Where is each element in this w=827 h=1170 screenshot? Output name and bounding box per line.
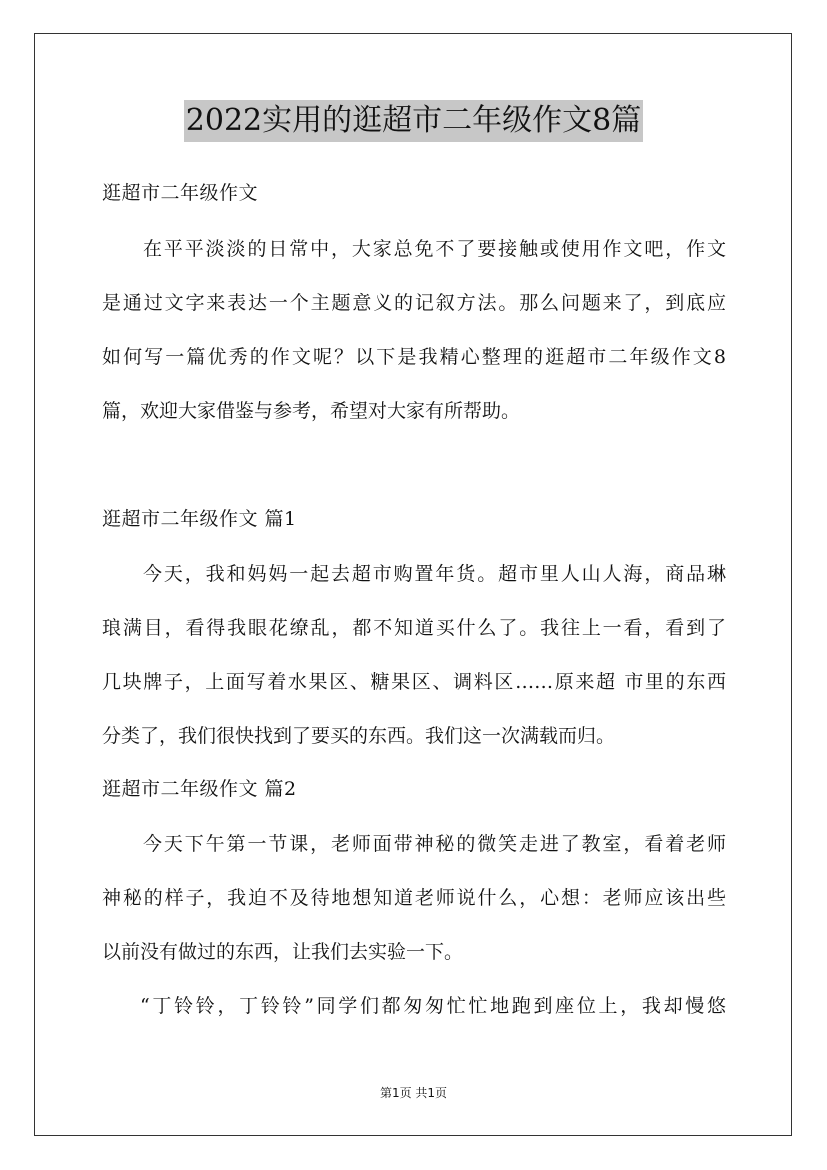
intro-paragraph-line: 如何写一篇优秀的作文呢？以下是我精心整理的逛超市二年级作文8 [102, 346, 726, 368]
essay-2-line: “丁铃铃，丁铃铃”同学们都匆匆忙忙地跑到座位上，我却慢悠 [140, 995, 726, 1017]
essay-1-line: 几块牌子，上面写着水果区、糖果区、调料区……原来超 市里的东西 [102, 671, 726, 693]
essay-1-heading: 逛超市二年级作文 篇1 [102, 508, 297, 530]
title-container [0, 100, 827, 142]
essay-1-line: 今天，我和妈妈一起去超市购置年货。超市里人山人海，商品琳 [143, 563, 726, 585]
intro-paragraph-line: 是通过文字来表达一个主题意义的记叙方法。那么问题来了，到底应 [102, 292, 726, 314]
essay-1-line: 琅满目，看得我眼花缭乱，都不知道买什么了。我往上一看，看到了 [102, 617, 726, 639]
page-footer [0, 1085, 827, 1101]
document-title: 2022实用的逛超市二年级作文8篇 [184, 100, 643, 142]
page-number-label: 第1页 共1页 [379, 1086, 448, 1100]
essay-2-line: 今天下午第一节课，老师面带神秘的微笑走进了教室，看着老师 [143, 833, 726, 855]
essay-2-line: 神秘的样子，我迫不及待地想知道老师说什么，心想：老师应该出些 [102, 887, 726, 909]
essay-2-line: 以前没有做过的东西，让我们去实验一下。 [102, 941, 464, 963]
essay-1-line: 分类了，我们很快找到了要买的东西。我们这一次满载而归。 [102, 725, 616, 747]
essay-2-heading: 逛超市二年级作文 篇2 [102, 778, 297, 800]
intro-paragraph-line: 篇，欢迎大家借鉴与参考，希望对大家有所帮助。 [102, 400, 521, 422]
intro-paragraph-line: 在平平淡淡的日常中，大家总免不了要接触或使用作文吧，作文 [143, 238, 726, 260]
intro-heading: 逛超市二年级作文 [102, 182, 259, 204]
